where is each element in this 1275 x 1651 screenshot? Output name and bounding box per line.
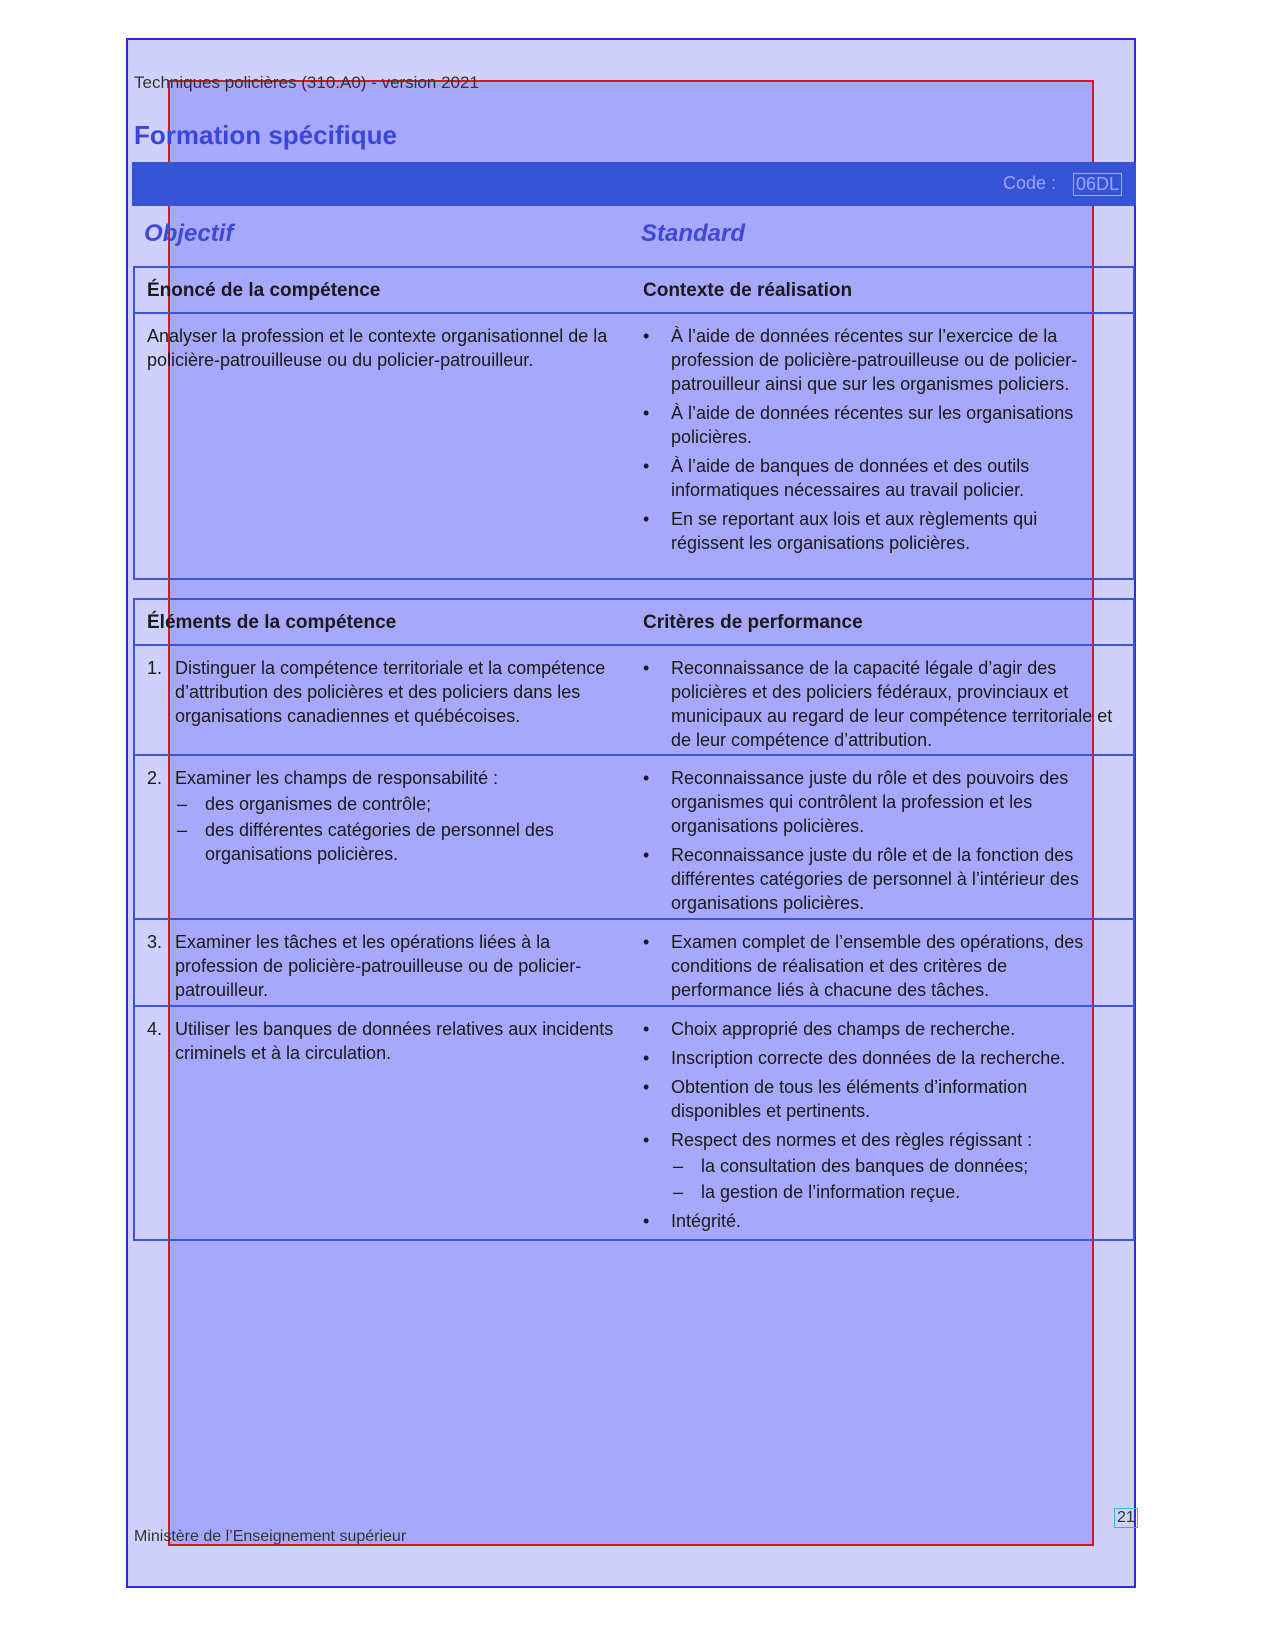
- element-cell: [147, 930, 617, 1002]
- bullet-marker: •: [643, 768, 650, 788]
- element-text: Examiner les tâches et les opérations liées à la profession de policière-patrouilleuse ou de policier-patrouilleur.: [175, 932, 582, 1000]
- criterion-text: Choix approprié des champs de recherche.: [671, 1019, 1016, 1039]
- element-number: 4.: [147, 1019, 163, 1039]
- element-cell: [147, 766, 617, 866]
- objective-heading: Objectif: [144, 220, 234, 247]
- element-row: [135, 918, 1133, 1005]
- bullet-marker: •: [643, 509, 650, 529]
- page-number: 21: [1114, 1508, 1138, 1528]
- code-label: Code :: [1002, 173, 1056, 193]
- context-item: [643, 401, 1113, 449]
- competence-statement: Analyser la profession et le contexte organisationnel de la policière-patrouilleuse ou du policier-patrouilleur.: [147, 326, 608, 370]
- footer-ministry: Ministère de l’Enseignement supérieur: [134, 1528, 407, 1545]
- code-value: 06DL: [1073, 173, 1122, 196]
- criterion-sub-item: [643, 1154, 1113, 1178]
- context-item-text: À l’aide de données récentes sur l’exercice de la profession de policière-patrouilleuse ou de policier-patrouilleur ainsi que sur les organismes policiers.: [671, 326, 1078, 394]
- criterion-item: [643, 1075, 1113, 1123]
- criterion-sub-text: la gestion de l’information reçue.: [701, 1182, 961, 1202]
- criteria-cell: [643, 766, 1113, 920]
- criterion-text: Examen complet de l’ensemble des opérations, des conditions de réalisation et des critères de performance liés à chacune des tâches.: [671, 932, 1084, 1000]
- element-number: 1.: [147, 658, 163, 678]
- dash-marker: –: [673, 1182, 684, 1202]
- context-item-text: À l’aide de banques de données et des outils informatiques nécessaires au travail policier.: [671, 456, 1030, 500]
- criterion-item: [643, 843, 1113, 915]
- element-item: [147, 1017, 617, 1065]
- context-item-text: En se reportant aux lois et aux règlements qui régissent les organisations policières.: [671, 509, 1038, 553]
- standard-heading: Standard: [641, 220, 746, 247]
- element-number: 3.: [147, 932, 163, 952]
- element-cell: [147, 1017, 617, 1065]
- criterion-item: [643, 1046, 1113, 1070]
- context-item: [643, 324, 1113, 396]
- element-number: 2.: [147, 768, 163, 788]
- dash-marker: –: [673, 1156, 684, 1176]
- running-header: Techniques policières (310.A0) - version 2021: [134, 73, 479, 92]
- criterion-item: [643, 1017, 1113, 1041]
- element-text: Distinguer la compétence territoriale et la compétence d’attribution des policières et des policiers dans les organisations canadiennes et québécoises.: [175, 658, 606, 726]
- bullet-marker: •: [643, 1048, 650, 1068]
- competence-body-row: [135, 312, 1133, 578]
- competence-table: [133, 266, 1135, 580]
- element-item: [147, 930, 617, 1002]
- criterion-text: Obtention de tous les éléments d’information disponibles et pertinents.: [671, 1077, 1028, 1121]
- element-item: [147, 766, 617, 790]
- bullet-marker: •: [643, 658, 650, 678]
- elements-table: [133, 598, 1135, 1241]
- criterion-item: [643, 1209, 1113, 1233]
- element-text: Examiner les champs de responsabilité :: [175, 768, 499, 788]
- element-sub-text: des organismes de contrôle;: [205, 794, 432, 814]
- context-header: Contexte de réalisation: [643, 280, 853, 301]
- bullet-marker: •: [643, 326, 650, 346]
- criteria-cell: [643, 1017, 1113, 1238]
- element-sub-item: [147, 818, 617, 866]
- bullet-marker: •: [643, 403, 650, 423]
- bullet-marker: •: [643, 1130, 650, 1150]
- criterion-text: Intégrité.: [671, 1211, 742, 1231]
- elements-header: Éléments de la compétence: [147, 612, 397, 633]
- bullet-marker: •: [643, 932, 650, 952]
- competence-header-row: [135, 268, 1133, 312]
- criterion-text: Respect des normes et des règles régissant :: [671, 1130, 1033, 1150]
- element-text: Utiliser les banques de données relatives aux incidents criminels et à la circulation.: [175, 1019, 614, 1063]
- criterion-text: Reconnaissance juste du rôle et de la fonction des différentes catégories de personnel à l’intérieur des organisations policières.: [671, 845, 1079, 913]
- criterion-item: [643, 766, 1113, 838]
- context-list: [643, 324, 1113, 560]
- criterion-sub-text: la consultation des banques de données;: [701, 1156, 1029, 1176]
- bullet-marker: •: [643, 456, 650, 476]
- criterion-item: [643, 1128, 1113, 1152]
- element-cell: [147, 656, 617, 728]
- element-row: [135, 754, 1133, 918]
- bullet-marker: •: [643, 1077, 650, 1097]
- bullet-marker: •: [643, 845, 650, 865]
- element-row: [135, 1005, 1133, 1239]
- criterion-item: [643, 930, 1113, 1002]
- context-item-text: À l’aide de données récentes sur les organisations policières.: [671, 403, 1074, 447]
- bullet-marker: •: [643, 1019, 650, 1039]
- element-item: [147, 656, 617, 728]
- criterion-text: Reconnaissance de la capacité légale d’agir des policières et des policiers fédéraux, provinciaux et municipaux au regard de leur compétence territoriale et de leur compétence d’attribution.: [671, 658, 1113, 750]
- criteria-cell: [643, 930, 1113, 1007]
- dash-marker: –: [177, 820, 188, 840]
- element-sub-text: des différentes catégories de personnel des organisations policières.: [205, 820, 554, 864]
- criteria-header: Critères de performance: [643, 612, 863, 633]
- section-title: Formation spécifique: [134, 120, 397, 150]
- context-item: [643, 507, 1113, 555]
- element-row: [135, 644, 1133, 754]
- context-item: [643, 454, 1113, 502]
- criteria-cell: [643, 656, 1113, 757]
- criterion-text: Inscription correcte des données de la recherche.: [671, 1048, 1066, 1068]
- dash-marker: –: [177, 794, 188, 814]
- element-sub-item: [147, 792, 617, 816]
- elements-header-row: [135, 600, 1133, 644]
- criterion-item: [643, 656, 1113, 752]
- competence-statement-header: Énoncé de la compétence: [147, 280, 381, 301]
- bullet-marker: •: [643, 1211, 650, 1231]
- code-bar: [132, 162, 1136, 206]
- criterion-text: Reconnaissance juste du rôle et des pouvoirs des organismes qui contrôlent la profession et les organisations policières.: [671, 768, 1069, 836]
- criterion-sub-item: [643, 1180, 1113, 1204]
